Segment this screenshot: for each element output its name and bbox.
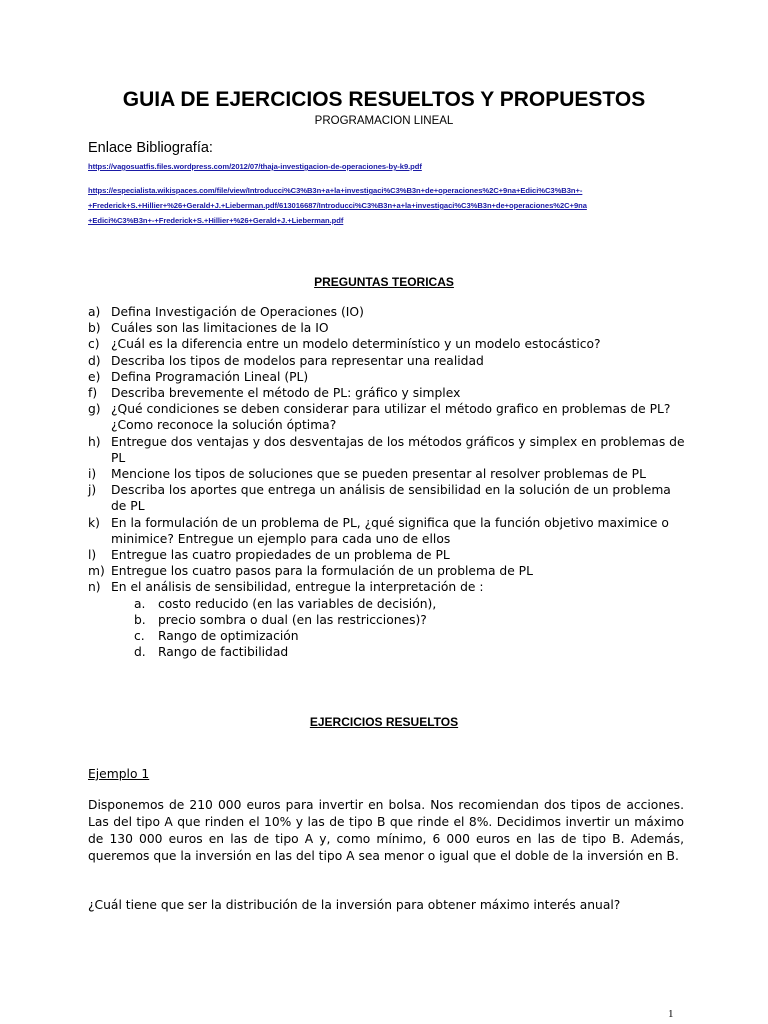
- question-item: [88, 336, 688, 352]
- question-letter: c): [88, 337, 100, 352]
- sub-item: [134, 596, 688, 612]
- question-letter: n): [88, 580, 101, 595]
- question-text: En el análisis de sensibilidad, entregue la interpretación de :: [111, 580, 484, 595]
- question-letter: k): [88, 515, 100, 530]
- document-subtitle: PROGRAMACION LINEAL: [314, 115, 454, 127]
- question-item: [88, 304, 688, 320]
- solved-exercises-heading: EJERCICIOS RESUELTOS: [309, 715, 459, 729]
- question-text: Describa los tipos de modelos para representar una realidad: [111, 353, 484, 368]
- question-text: Entregue dos ventajas y dos desventajas de los métodos gráficos y simplex en problemas de PL: [111, 434, 685, 465]
- document-title: GUIA DE EJERCICIOS RESUELTOS Y PROPUESTOS: [122, 88, 646, 111]
- example-1-statement: Disponemos de 210 000 euros para invertir en bolsa. Nos recomiendan dos tipos de acciones. Las del tipo A que rinden el 10% y las de tipo B que rinde el 8%. Decidimos invertir un máximo de 130 000 euros en las de tipo A y, como mínimo, 6 000 euros en las de tipo B. Además, queremos que la inversión en las del tipo A sea menor o igual que el doble de la inversión en B.: [88, 798, 684, 863]
- theory-questions-heading: PREGUNTAS TEORICAS: [314, 275, 454, 289]
- question-item: [88, 434, 688, 466]
- question-item: [88, 515, 688, 547]
- question-letter: a): [88, 305, 101, 319]
- question-letter: e): [88, 369, 101, 384]
- bibliography-label: Enlace Bibliografía:: [88, 140, 213, 156]
- question-text: Entregue los cuatro pasos para la formulación de un problema de PL: [111, 564, 533, 579]
- question-text: Mencione los tipos de soluciones que se pueden presentar al resolver problemas de PL: [111, 467, 646, 482]
- page-number: 1: [668, 1008, 674, 1020]
- question-text: ¿Qué condiciones se deben considerar para utilizar el método grafico en problemas de PL? ¿Como reconoce la solución óptima?: [111, 402, 671, 433]
- question-text: Describa brevemente el método de PL: gráfico y simplex: [111, 386, 461, 401]
- question-letter: j): [88, 483, 97, 498]
- question-text: Describa los aportes que entrega un análisis de sensibilidad en la solución de un problema de PL: [111, 483, 671, 514]
- theory-questions-list: [88, 304, 688, 660]
- question-letter: h): [88, 434, 101, 449]
- sub-item-letter: b.: [134, 612, 146, 627]
- question-item: [88, 320, 688, 336]
- question-item: [88, 385, 688, 401]
- question-letter: i): [88, 467, 97, 482]
- question-letter: l): [88, 548, 97, 563]
- sub-item-text: precio sombra o dual (en las restricciones)?: [158, 612, 427, 627]
- question-item: [88, 401, 688, 433]
- bibliography-link-2-line-3[interactable]: +Edici%C3%B3n+-+Frederick+S.+Hillier+%26+Gerald+J.+Lieberman.pdf: [88, 216, 344, 225]
- example-1-label: Ejemplo 1: [88, 767, 150, 781]
- bibliography-link-1[interactable]: https://vagosuatfis.files.wordpress.com/2012/07/thaja-investigacion-de-operaciones-by-k9.pdf: [88, 162, 422, 171]
- sub-item-letter: d.: [134, 645, 146, 660]
- sub-item-text: Rango de factibilidad: [158, 645, 289, 660]
- question-letter: d): [88, 353, 101, 368]
- question-text: Defina Investigación de Operaciones (IO): [111, 305, 364, 319]
- question-text: Defina Programación Lineal (PL): [111, 369, 309, 384]
- sub-item-letter: c.: [134, 629, 145, 644]
- question-letter: g): [88, 402, 101, 417]
- sub-item: [134, 612, 688, 628]
- question-letter: b): [88, 321, 101, 336]
- question-item: [88, 579, 688, 660]
- question-item: [88, 482, 688, 514]
- bibliography-link-2-line-2[interactable]: +Frederick+S.+Hillier+%26+Gerald+J.+Lieberman.pdf/613016687/Introducci%C3%B3n+a+la+investigaci%C3%B3n+de+operaciones%2C+9na: [88, 201, 587, 210]
- sub-item-text: costo reducido (en las variables de decisión),: [158, 596, 437, 611]
- question-letter: m): [88, 564, 105, 579]
- bibliography-link-2[interactable]: https://especialista.wikispaces.com/file/view/Introducci%C3%B3n+a+la+investigaci%C3%B3n+de+operaciones%2C+9na+Edici%C3%B3n+-: [88, 186, 583, 195]
- question-item: [88, 563, 688, 579]
- question-item: [88, 353, 688, 369]
- question-item: [88, 466, 688, 482]
- question-item: [88, 369, 688, 385]
- question-item: [88, 547, 688, 563]
- sub-item: [134, 644, 688, 660]
- sub-item-text: Rango de optimización: [158, 629, 299, 644]
- question-text: Cuáles son las limitaciones de la IO: [111, 321, 329, 336]
- question-text: Entregue las cuatro propiedades de un problema de PL: [111, 548, 450, 563]
- question-text: ¿Cuál es la diferencia entre un modelo determinístico y un modelo estocástico?: [111, 337, 601, 352]
- sensitivity-sub-list: [111, 596, 688, 661]
- sub-item-letter: a.: [134, 596, 146, 611]
- example-1-question: ¿Cuál tiene que ser la distribución de la inversión para obtener máximo interés anual?: [88, 898, 621, 912]
- question-text: En la formulación de un problema de PL, ¿qué significa que la función objetivo maximice o minimice? Entregue un ejemplo para cada uno de ellos: [111, 515, 669, 546]
- sub-item: [134, 628, 688, 644]
- question-letter: f): [88, 386, 98, 401]
